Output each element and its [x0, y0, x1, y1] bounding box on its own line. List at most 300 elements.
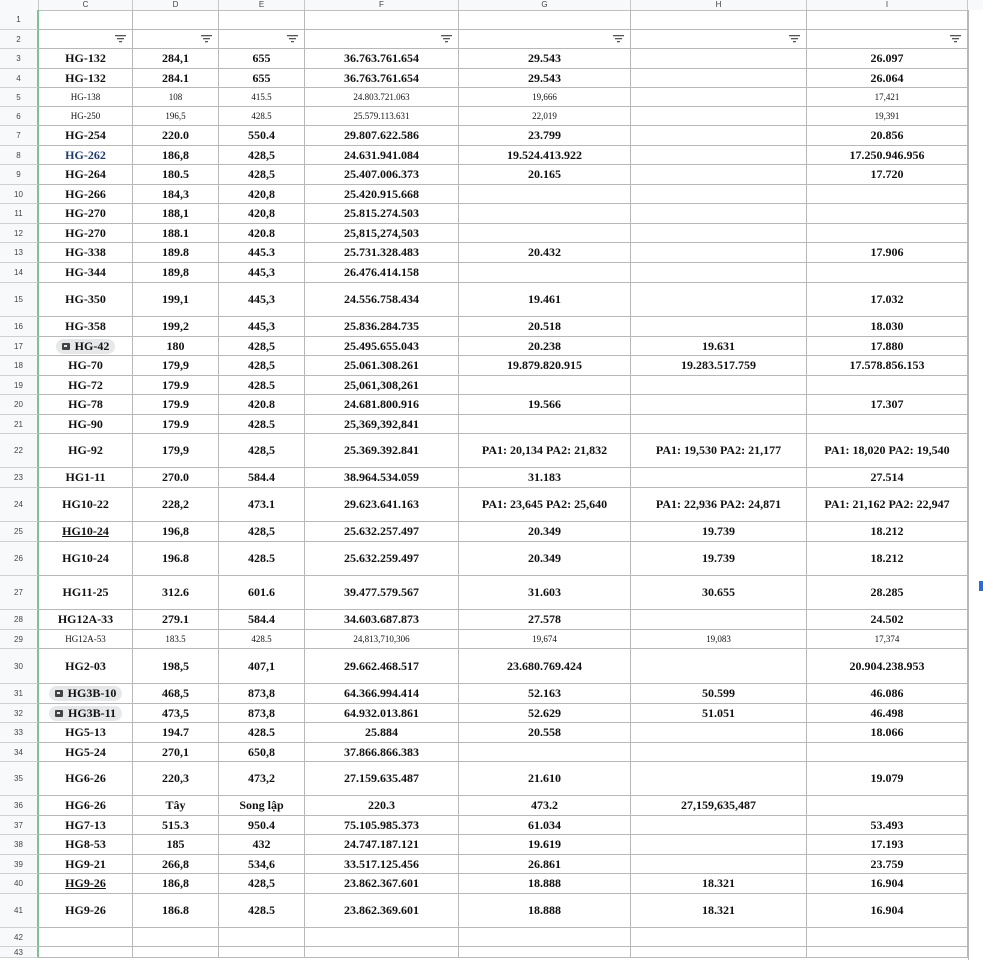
row-number[interactable]: 18 [0, 356, 39, 376]
cell-f[interactable] [305, 395, 459, 415]
filter-icon[interactable] [115, 34, 126, 43]
cell-i[interactable] [807, 576, 968, 610]
cell-d[interactable] [133, 468, 219, 488]
cell-i[interactable] [807, 816, 968, 835]
cell-g[interactable] [459, 30, 631, 49]
cell-i[interactable] [807, 415, 968, 434]
cell-f[interactable] [305, 224, 459, 243]
cell-g[interactable] [459, 146, 631, 165]
cell-i[interactable] [807, 185, 968, 204]
cell-g[interactable] [459, 723, 631, 743]
cell-d[interactable] [133, 107, 219, 126]
scroll-marker[interactable] [979, 581, 983, 591]
cell-g[interactable] [459, 263, 631, 283]
cell-c[interactable] [39, 723, 133, 743]
cell-f[interactable] [305, 88, 459, 107]
cell-g[interactable] [459, 762, 631, 796]
cell-g[interactable] [459, 395, 631, 415]
cell-e[interactable] [219, 542, 305, 576]
cell-e[interactable] [219, 224, 305, 243]
cell-c[interactable] [39, 928, 133, 947]
cell-i[interactable] [807, 522, 968, 542]
cell-g[interactable] [459, 649, 631, 684]
smart-chip[interactable] [49, 706, 122, 721]
cell-e[interactable] [219, 126, 305, 146]
cell-d[interactable] [133, 630, 219, 649]
cell-e[interactable] [219, 337, 305, 356]
cell-f[interactable] [305, 855, 459, 874]
cell-h[interactable] [631, 576, 807, 610]
cell-h[interactable] [631, 835, 807, 855]
cell-e[interactable] [219, 796, 305, 816]
cell-h[interactable] [631, 263, 807, 283]
cell-i[interactable] [807, 107, 968, 126]
row-number[interactable]: 8 [0, 146, 39, 165]
cell-d[interactable] [133, 762, 219, 796]
cell-h[interactable] [631, 488, 807, 522]
cell-c[interactable] [39, 796, 133, 816]
cell-e[interactable] [219, 243, 305, 263]
cell-c[interactable] [39, 337, 133, 356]
cell-f[interactable] [305, 376, 459, 395]
cell-e[interactable] [219, 835, 305, 855]
cell-i[interactable] [807, 146, 968, 165]
cell-i[interactable] [807, 395, 968, 415]
cell-f[interactable] [305, 630, 459, 649]
row-number[interactable]: 29 [0, 630, 39, 649]
cell-g[interactable] [459, 816, 631, 835]
cell-e[interactable] [219, 649, 305, 684]
cell-d[interactable] [133, 224, 219, 243]
cell-h[interactable] [631, 376, 807, 395]
cell-e[interactable] [219, 10, 305, 30]
cell-i[interactable] [807, 947, 968, 958]
cell-i[interactable] [807, 762, 968, 796]
cell-e[interactable] [219, 317, 305, 337]
cell-e[interactable] [219, 576, 305, 610]
cell-c[interactable] [39, 30, 133, 49]
cell-i[interactable] [807, 835, 968, 855]
cell-c[interactable] [39, 146, 133, 165]
row-number[interactable]: 38 [0, 835, 39, 855]
cell-h[interactable] [631, 762, 807, 796]
cell-i[interactable] [807, 468, 968, 488]
cell-h[interactable] [631, 855, 807, 874]
cell-c[interactable] [39, 224, 133, 243]
cell-d[interactable] [133, 165, 219, 185]
cell-d[interactable] [133, 10, 219, 30]
cell-d[interactable] [133, 376, 219, 395]
row-number[interactable]: 26 [0, 542, 39, 576]
row-number[interactable]: 2 [0, 30, 39, 49]
column-header-g[interactable]: G [459, 0, 631, 10]
cell-g[interactable] [459, 185, 631, 204]
cell-d[interactable] [133, 126, 219, 146]
column-header-h[interactable]: H [631, 0, 807, 10]
cell-f[interactable] [305, 684, 459, 704]
cell-c[interactable] [39, 165, 133, 185]
cell-d[interactable] [133, 283, 219, 317]
cell-i[interactable] [807, 376, 968, 395]
filter-icon[interactable] [201, 34, 212, 43]
cell-f[interactable] [305, 704, 459, 723]
row-number[interactable]: 36 [0, 796, 39, 816]
cell-g[interactable] [459, 88, 631, 107]
cell-h[interactable] [631, 522, 807, 542]
row-number[interactable]: 35 [0, 762, 39, 796]
row-number[interactable]: 22 [0, 434, 39, 468]
row-number[interactable]: 5 [0, 88, 39, 107]
cell-h[interactable] [631, 337, 807, 356]
cell-c[interactable] [39, 263, 133, 283]
row-number[interactable]: 6 [0, 107, 39, 126]
cell-e[interactable] [219, 263, 305, 283]
cell-f[interactable] [305, 243, 459, 263]
cell-i[interactable] [807, 165, 968, 185]
cell-g[interactable] [459, 49, 631, 69]
cell-h[interactable] [631, 107, 807, 126]
cell-c[interactable] [39, 49, 133, 69]
cell-e[interactable] [219, 704, 305, 723]
cell-c[interactable] [39, 630, 133, 649]
row-number[interactable]: 14 [0, 263, 39, 283]
cell-i[interactable] [807, 283, 968, 317]
cell-d[interactable] [133, 796, 219, 816]
cell-i[interactable] [807, 874, 968, 894]
cell-e[interactable] [219, 204, 305, 224]
cell-i[interactable] [807, 684, 968, 704]
cell-d[interactable] [133, 415, 219, 434]
cell-e[interactable] [219, 468, 305, 488]
cell-h[interactable] [631, 30, 807, 49]
cell-h[interactable] [631, 743, 807, 762]
cell-f[interactable] [305, 204, 459, 224]
cell-f[interactable] [305, 263, 459, 283]
filter-icon[interactable] [613, 34, 624, 43]
cell-e[interactable] [219, 49, 305, 69]
cell-f[interactable] [305, 816, 459, 835]
cell-i[interactable] [807, 49, 968, 69]
cell-g[interactable] [459, 126, 631, 146]
cell-c[interactable] [39, 762, 133, 796]
cell-f[interactable] [305, 723, 459, 743]
cell-d[interactable] [133, 542, 219, 576]
cell-f[interactable] [305, 185, 459, 204]
row-number[interactable]: 9 [0, 165, 39, 185]
row-number[interactable]: 10 [0, 185, 39, 204]
row-number[interactable]: 21 [0, 415, 39, 434]
row-number[interactable]: 17 [0, 337, 39, 356]
cell-i[interactable] [807, 704, 968, 723]
cell-d[interactable] [133, 488, 219, 522]
cell-d[interactable] [133, 356, 219, 376]
cell-d[interactable] [133, 743, 219, 762]
corner-cell[interactable] [0, 0, 39, 10]
cell-h[interactable] [631, 49, 807, 69]
filter-icon[interactable] [287, 34, 298, 43]
cell-d[interactable] [133, 684, 219, 704]
row-number[interactable]: 40 [0, 874, 39, 894]
row-number[interactable]: 7 [0, 126, 39, 146]
cell-i[interactable] [807, 263, 968, 283]
cell-c[interactable] [39, 610, 133, 630]
cell-c[interactable] [39, 107, 133, 126]
cell-e[interactable] [219, 610, 305, 630]
cell-f[interactable] [305, 835, 459, 855]
cell-g[interactable] [459, 107, 631, 126]
cell-h[interactable] [631, 684, 807, 704]
cell-d[interactable] [133, 395, 219, 415]
cell-d[interactable] [133, 816, 219, 835]
cell-h[interactable] [631, 224, 807, 243]
cell-i[interactable] [807, 649, 968, 684]
cell-c[interactable] [39, 204, 133, 224]
cell-c[interactable] [39, 684, 133, 704]
cell-i[interactable] [807, 126, 968, 146]
cell-i[interactable] [807, 30, 968, 49]
filter-icon[interactable] [789, 34, 800, 43]
cell-h[interactable] [631, 69, 807, 88]
cell-g[interactable] [459, 796, 631, 816]
row-number[interactable]: 42 [0, 928, 39, 947]
cell-d[interactable] [133, 49, 219, 69]
cell-f[interactable] [305, 356, 459, 376]
row-number[interactable]: 24 [0, 488, 39, 522]
cell-e[interactable] [219, 743, 305, 762]
cell-c[interactable] [39, 947, 133, 958]
cell-g[interactable] [459, 542, 631, 576]
cell-i[interactable] [807, 796, 968, 816]
cell-c[interactable] [39, 434, 133, 468]
cell-h[interactable] [631, 947, 807, 958]
cell-f[interactable] [305, 30, 459, 49]
row-number[interactable]: 23 [0, 468, 39, 488]
cell-d[interactable] [133, 204, 219, 224]
cell-g[interactable] [459, 522, 631, 542]
row-number[interactable]: 1 [0, 10, 39, 30]
cell-d[interactable] [133, 69, 219, 88]
cell-f[interactable] [305, 874, 459, 894]
cell-f[interactable] [305, 743, 459, 762]
cell-e[interactable] [219, 762, 305, 796]
row-number[interactable]: 13 [0, 243, 39, 263]
cell-c[interactable] [39, 468, 133, 488]
cell-g[interactable] [459, 243, 631, 263]
cell-c[interactable] [39, 10, 133, 30]
row-number[interactable]: 41 [0, 894, 39, 928]
cell-f[interactable] [305, 542, 459, 576]
cell-h[interactable] [631, 796, 807, 816]
cell-e[interactable] [219, 874, 305, 894]
cell-e[interactable] [219, 630, 305, 649]
cell-c[interactable] [39, 522, 133, 542]
cell-h[interactable] [631, 723, 807, 743]
cell-i[interactable] [807, 88, 968, 107]
column-header-d[interactable]: D [133, 0, 219, 10]
cell-i[interactable] [807, 204, 968, 224]
cell-e[interactable] [219, 522, 305, 542]
cell-c[interactable] [39, 649, 133, 684]
cell-c[interactable] [39, 395, 133, 415]
cell-e[interactable] [219, 88, 305, 107]
row-number[interactable]: 15 [0, 283, 39, 317]
column-header-i[interactable]: I [807, 0, 968, 10]
cell-h[interactable] [631, 874, 807, 894]
cell-f[interactable] [305, 947, 459, 958]
cell-e[interactable] [219, 855, 305, 874]
cell-c[interactable] [39, 576, 133, 610]
row-number[interactable]: 3 [0, 49, 39, 69]
cell-f[interactable] [305, 10, 459, 30]
cell-h[interactable] [631, 468, 807, 488]
cell-h[interactable] [631, 283, 807, 317]
cell-d[interactable] [133, 855, 219, 874]
cell-e[interactable] [219, 395, 305, 415]
cell-h[interactable] [631, 10, 807, 30]
row-number[interactable]: 32 [0, 704, 39, 723]
cell-i[interactable] [807, 630, 968, 649]
column-header-f[interactable]: F [305, 0, 459, 10]
cell-g[interactable] [459, 468, 631, 488]
cell-g[interactable] [459, 743, 631, 762]
cell-e[interactable] [219, 894, 305, 928]
row-number[interactable]: 16 [0, 317, 39, 337]
cell-f[interactable] [305, 488, 459, 522]
cell-c[interactable] [39, 317, 133, 337]
cell-d[interactable] [133, 243, 219, 263]
cell-i[interactable] [807, 855, 968, 874]
cell-d[interactable] [133, 874, 219, 894]
cell-f[interactable] [305, 317, 459, 337]
cell-d[interactable] [133, 723, 219, 743]
cell-c[interactable] [39, 835, 133, 855]
cell-d[interactable] [133, 263, 219, 283]
row-number[interactable]: 43 [0, 947, 39, 958]
cell-f[interactable] [305, 796, 459, 816]
cell-i[interactable] [807, 894, 968, 928]
cell-h[interactable] [631, 542, 807, 576]
cell-d[interactable] [133, 947, 219, 958]
cell-f[interactable] [305, 415, 459, 434]
cell-f[interactable] [305, 928, 459, 947]
cell-f[interactable] [305, 522, 459, 542]
row-number[interactable]: 37 [0, 816, 39, 835]
cell-d[interactable] [133, 610, 219, 630]
cell-g[interactable] [459, 10, 631, 30]
cell-h[interactable] [631, 88, 807, 107]
cell-c[interactable] [39, 283, 133, 317]
cell-d[interactable] [133, 146, 219, 165]
smart-chip[interactable] [49, 686, 123, 701]
row-number[interactable]: 19 [0, 376, 39, 395]
cell-e[interactable] [219, 30, 305, 49]
cell-i[interactable] [807, 723, 968, 743]
cell-f[interactable] [305, 894, 459, 928]
cell-i[interactable] [807, 317, 968, 337]
row-number[interactable]: 28 [0, 610, 39, 630]
cell-g[interactable] [459, 874, 631, 894]
cell-e[interactable] [219, 165, 305, 185]
cell-i[interactable] [807, 69, 968, 88]
cell-h[interactable] [631, 204, 807, 224]
cell-e[interactable] [219, 356, 305, 376]
cell-h[interactable] [631, 610, 807, 630]
cell-i[interactable] [807, 337, 968, 356]
row-number[interactable]: 33 [0, 723, 39, 743]
cell-c[interactable] [39, 356, 133, 376]
cell-h[interactable] [631, 395, 807, 415]
cell-g[interactable] [459, 630, 631, 649]
cell-f[interactable] [305, 107, 459, 126]
cell-e[interactable] [219, 185, 305, 204]
cell-h[interactable] [631, 356, 807, 376]
cell-f[interactable] [305, 337, 459, 356]
cell-g[interactable] [459, 894, 631, 928]
cell-h[interactable] [631, 146, 807, 165]
cell-f[interactable] [305, 576, 459, 610]
cell-g[interactable] [459, 415, 631, 434]
cell-g[interactable] [459, 283, 631, 317]
cell-d[interactable] [133, 30, 219, 49]
cell-i[interactable] [807, 610, 968, 630]
cell-i[interactable] [807, 10, 968, 30]
cell-e[interactable] [219, 928, 305, 947]
cell-f[interactable] [305, 49, 459, 69]
cell-d[interactable] [133, 88, 219, 107]
cell-e[interactable] [219, 684, 305, 704]
cell-d[interactable] [133, 434, 219, 468]
cell-h[interactable] [631, 185, 807, 204]
cell-f[interactable] [305, 468, 459, 488]
cell-h[interactable] [631, 165, 807, 185]
cell-g[interactable] [459, 337, 631, 356]
cell-d[interactable] [133, 649, 219, 684]
cell-h[interactable] [631, 126, 807, 146]
cell-d[interactable] [133, 835, 219, 855]
cell-f[interactable] [305, 126, 459, 146]
cell-g[interactable] [459, 928, 631, 947]
cell-f[interactable] [305, 69, 459, 88]
cell-c[interactable] [39, 894, 133, 928]
cell-c[interactable] [39, 488, 133, 522]
cell-e[interactable] [219, 488, 305, 522]
cell-g[interactable] [459, 610, 631, 630]
row-number[interactable]: 30 [0, 649, 39, 684]
cell-h[interactable] [631, 649, 807, 684]
cell-e[interactable] [219, 816, 305, 835]
cell-e[interactable] [219, 434, 305, 468]
cell-h[interactable] [631, 894, 807, 928]
cell-f[interactable] [305, 762, 459, 796]
cell-i[interactable] [807, 434, 968, 468]
cell-g[interactable] [459, 165, 631, 185]
cell-d[interactable] [133, 894, 219, 928]
cell-g[interactable] [459, 704, 631, 723]
cell-e[interactable] [219, 376, 305, 395]
cell-g[interactable] [459, 204, 631, 224]
filter-icon[interactable] [441, 34, 452, 43]
cell-f[interactable] [305, 283, 459, 317]
cell-c[interactable] [39, 69, 133, 88]
smart-chip[interactable] [56, 339, 116, 354]
cell-f[interactable] [305, 165, 459, 185]
cell-c[interactable] [39, 88, 133, 107]
filter-icon[interactable] [950, 34, 961, 43]
row-number[interactable]: 12 [0, 224, 39, 243]
cell-c[interactable] [39, 874, 133, 894]
cell-g[interactable] [459, 835, 631, 855]
cell-g[interactable] [459, 434, 631, 468]
